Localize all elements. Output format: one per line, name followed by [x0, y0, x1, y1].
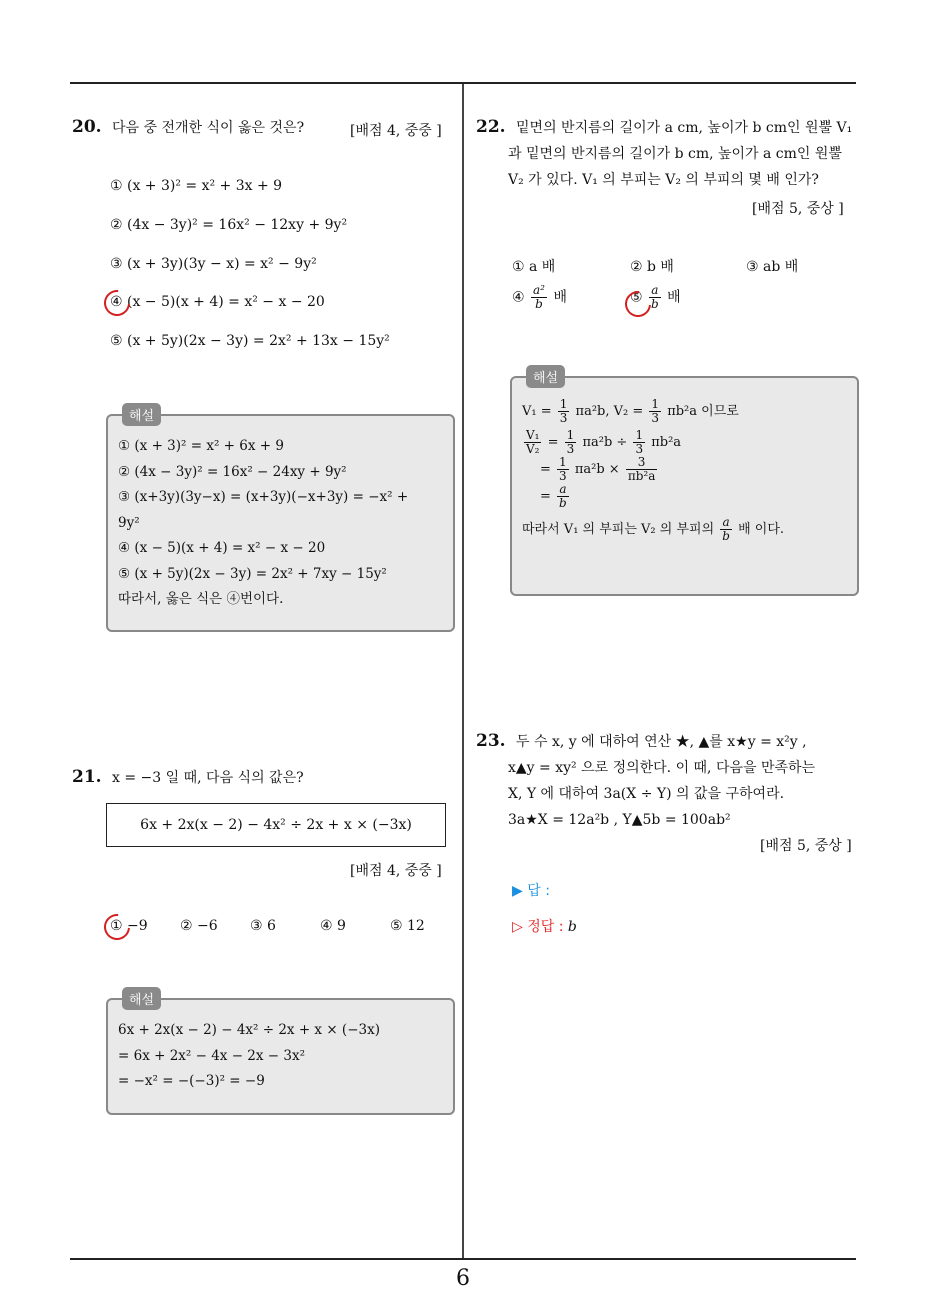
text: πb²a 이므로 [667, 404, 739, 419]
solution-box [106, 993, 455, 1115]
text: = [547, 435, 559, 450]
choice-2[interactable]: ② (4x − 3y)² = 16x² − 12xy + 9y² [110, 217, 348, 233]
choice-4[interactable] [512, 284, 567, 311]
solution-line [522, 483, 784, 510]
denominator: πb²a [627, 469, 656, 483]
question-line: 밑면의 반지름의 길이가 a cm, 높이가 b cm인 원뿔 V₁ [516, 120, 853, 136]
question-number: 22. [476, 117, 506, 137]
choice-number: ④ [512, 289, 525, 306]
solution-body [118, 434, 408, 613]
question-text: x = −3 일 때, 다음 식의 값은? [112, 770, 304, 786]
choice-suffix: 배 [553, 289, 567, 306]
solution-tag: 해설 [122, 403, 161, 426]
question-20 [72, 114, 304, 141]
question-line: X, Y 에 대하여 3a(X ÷ Y) 의 값을 구하여라. [508, 786, 785, 802]
fraction [720, 516, 732, 543]
correct-answer-label: ▷ 정답 : [512, 919, 564, 935]
fraction [649, 398, 661, 425]
column-divider [462, 84, 464, 1258]
fraction [633, 429, 645, 456]
solution-tag: 해설 [122, 987, 161, 1010]
text: πa²b × [574, 462, 620, 477]
fraction [565, 429, 577, 456]
points-label: [배점 5, 중상 ] [752, 201, 844, 217]
solution-line [522, 429, 784, 456]
solution-line [522, 516, 784, 543]
text: V₁ = [522, 404, 552, 419]
choice-1[interactable]: ① (x + 3)² = x² + 3x + 9 [110, 178, 283, 194]
question-line: 3a★X = 12a²b , Y▲5b = 100ab² [508, 812, 731, 828]
choice-4[interactable]: ④ (x − 5)(x + 4) = x² − x − 20 [110, 294, 325, 310]
choice-4[interactable]: ④ 9 [320, 918, 346, 934]
fraction [524, 429, 541, 456]
numerator: a [649, 284, 661, 298]
fraction [557, 483, 569, 510]
solution-line: = −x² = −(−3)² = −9 [118, 1073, 265, 1089]
answer-mark-circle [99, 909, 136, 946]
question-line: x▲y = xy² 으로 정의한다. 이 때, 다음을 만족하는 [508, 760, 816, 776]
text: 배 이다. [738, 522, 785, 537]
question-line: 두 수 x, y 에 대하여 연산 ★, ▲를 x★y = x²y , [516, 734, 807, 750]
choice-2[interactable]: ② −6 [180, 918, 218, 934]
question-line: 과 밑면의 반지름의 길이가 b cm, 높이가 a cm인 원뿔 [508, 146, 842, 162]
points-label: [배점 5, 중상 ] [760, 838, 852, 854]
points-label: [배점 4, 중중 ] [350, 863, 442, 879]
denominator: V₂ [526, 442, 540, 456]
choice-1[interactable]: ① −9 [110, 918, 148, 934]
correct-answer [512, 916, 577, 936]
text: πb²a [651, 435, 682, 450]
choice-number: ⑤ [630, 289, 643, 306]
solution-line: 6x + 2x(x − 2) − 4x² ÷ 2x + x × (−3x) [118, 1022, 380, 1038]
numerator: V₁ [526, 428, 540, 442]
choice-3[interactable]: ③ 6 [250, 918, 276, 934]
solution-box [510, 371, 859, 596]
numerator: 3 [626, 456, 658, 470]
numerator: 1 [559, 397, 568, 411]
numerator: a [557, 483, 569, 497]
denominator: b [651, 297, 659, 311]
fraction [557, 456, 569, 483]
text: πa²b ÷ [582, 435, 628, 450]
answer-field[interactable]: ▶ 답 : [512, 883, 550, 899]
solution-line: ⑤ (x + 5y)(2x − 3y) = 2x² + 7xy − 15y² [118, 565, 387, 582]
solution-line: ④ (x − 5)(x + 4) = x² − x − 20 [118, 540, 326, 556]
fraction [558, 398, 570, 425]
numerator: 1 [559, 455, 567, 469]
fraction [626, 456, 658, 483]
page-number: 6 [456, 1266, 470, 1291]
denominator: 3 [566, 442, 575, 456]
denominator: b [722, 529, 730, 543]
question-23 [476, 728, 860, 833]
solution-body [522, 398, 784, 543]
question-22 [476, 114, 860, 193]
question-number: 21. [72, 767, 102, 787]
question-line: V₂ 가 있다. V₁ 의 부피는 V₂ 의 부피의 몇 배 인가? [508, 172, 819, 188]
choice-3[interactable]: ③ (x + 3y)(3y − x) = x² − 9y² [110, 256, 317, 272]
text: = [540, 462, 551, 477]
question-number: 23. [476, 731, 506, 751]
solution-line: ② (4x − 3y)² = 16x² − 24xy + 9y² [118, 463, 347, 480]
choice-1[interactable]: ① a 배 [512, 259, 556, 275]
solution-line: 9y² [118, 514, 140, 531]
question-number: 20. [72, 117, 102, 137]
denominator: 3 [651, 411, 660, 425]
numerator: 1 [651, 397, 660, 411]
text: = [540, 489, 551, 504]
choice-5[interactable]: ⑤ (x + 5y)(2x − 3y) = 2x² + 13x − 15y² [110, 333, 390, 349]
solution-body [118, 1018, 380, 1095]
numerator: 1 [635, 428, 644, 442]
denominator: b [535, 297, 543, 311]
bottom-rule [70, 1258, 856, 1260]
solution-line [522, 456, 784, 483]
text: 따라서 V₁ 의 부피는 V₂ 의 부피의 [522, 522, 715, 537]
solution-line: ① (x + 3)² = x² + 6x + 9 [118, 438, 284, 454]
choice-2[interactable]: ② b 배 [630, 259, 674, 275]
choice-suffix: 배 [667, 289, 681, 306]
choice-3[interactable]: ③ ab 배 [746, 259, 799, 275]
fraction [531, 284, 547, 311]
solution-tag: 해설 [526, 365, 565, 388]
question-text: 다음 중 전개한 식이 옳은 것은? [112, 120, 305, 136]
numerator: a² [533, 283, 545, 297]
text: πa²b, V₂ = [575, 404, 644, 419]
denominator: b [559, 496, 567, 510]
solution-line [522, 398, 784, 425]
expression-box: 6x + 2x(x − 2) − 4x² ÷ 2x + x × (−3x) [106, 803, 446, 847]
correct-answer-value: b [567, 919, 577, 935]
denominator: 3 [635, 442, 644, 456]
question-21 [72, 764, 304, 791]
denominator: 3 [559, 469, 567, 483]
solution-line: = 6x + 2x² − 4x − 2x − 3x² [118, 1047, 306, 1064]
solution-box [106, 409, 455, 632]
answer-mark-circle [99, 285, 136, 322]
denominator: 3 [559, 411, 568, 425]
numerator: 1 [566, 428, 575, 442]
numerator: a [720, 516, 732, 530]
points-label: [배점 4, 중중 ] [350, 123, 442, 139]
solution-line: 따라서, 옳은 식은 ④번이다. [118, 591, 284, 607]
solution-line: ③ (x+3y)(3y−x) = (x+3y)(−x+3y) = −x² + [118, 489, 409, 505]
choice-5[interactable]: ⑤ 12 [390, 918, 425, 934]
